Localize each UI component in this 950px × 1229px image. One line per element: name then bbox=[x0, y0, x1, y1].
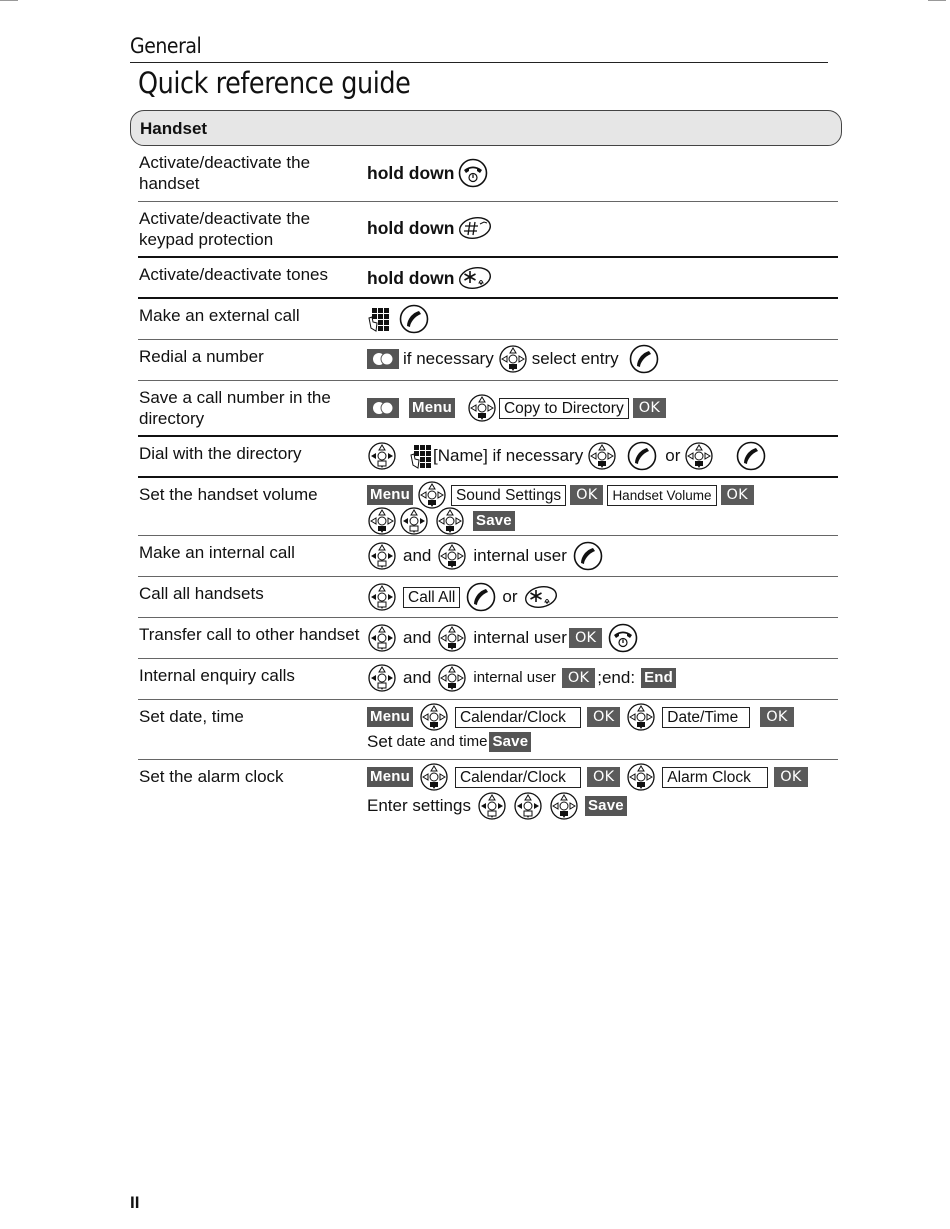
table-row bbox=[138, 700, 838, 760]
action-text: internal user bbox=[473, 628, 567, 647]
control-key-icon bbox=[587, 441, 617, 471]
control-key-icon bbox=[367, 582, 397, 612]
table-row bbox=[138, 536, 838, 577]
row-label: Make an external call bbox=[139, 306, 300, 325]
control-key-icon bbox=[367, 541, 397, 571]
control-key-icon bbox=[467, 393, 497, 423]
menu-softkey: Menu bbox=[367, 767, 413, 787]
table-row bbox=[138, 340, 838, 381]
action-text: Enter settings bbox=[367, 796, 471, 815]
action-text: Set bbox=[367, 732, 393, 751]
control-key-icon bbox=[419, 702, 449, 732]
table-row bbox=[138, 202, 838, 258]
hold-text: hold down bbox=[367, 163, 455, 183]
control-key-icon bbox=[549, 791, 579, 821]
end-softkey: End bbox=[641, 668, 676, 688]
action-text: ;end: bbox=[597, 668, 636, 687]
action-text: or bbox=[502, 587, 518, 606]
control-key-icon bbox=[367, 623, 397, 653]
row-label: Set the handset volume bbox=[139, 485, 318, 504]
ok-softkey: OK bbox=[760, 707, 793, 727]
row-label: Activate/deactivate tones bbox=[139, 265, 329, 284]
action-text: and bbox=[403, 628, 432, 647]
display-option: Call All bbox=[403, 587, 460, 608]
ok-softkey: OK bbox=[587, 767, 620, 787]
row-label: Set date, time bbox=[139, 707, 244, 726]
talk-key-icon bbox=[399, 304, 429, 334]
row-label: Activate/deactivate the keypad protection bbox=[139, 209, 311, 249]
display-option: Copy to Directory bbox=[499, 398, 629, 419]
section-divider bbox=[130, 62, 828, 63]
control-key-icon bbox=[367, 506, 397, 536]
hold-text: hold down bbox=[367, 268, 455, 288]
ok-softkey: OK bbox=[570, 485, 603, 505]
control-key-icon bbox=[477, 791, 507, 821]
ok-softkey: OK bbox=[569, 628, 602, 648]
control-key-icon bbox=[399, 506, 429, 536]
row-label: Redial a number bbox=[139, 347, 264, 366]
hold-text: hold down bbox=[367, 218, 455, 238]
control-key-icon bbox=[684, 441, 714, 471]
control-key-icon bbox=[498, 344, 528, 374]
row-label: Make an internal call bbox=[139, 543, 295, 562]
display-option: Calendar/Clock bbox=[455, 707, 581, 728]
control-key-icon bbox=[626, 762, 656, 792]
table-row bbox=[138, 299, 838, 340]
ok-softkey: OK bbox=[721, 485, 754, 505]
table-row bbox=[138, 577, 838, 618]
row-label: Transfer call to other handset bbox=[139, 625, 360, 644]
menu-softkey: Menu bbox=[367, 485, 413, 505]
table-row bbox=[138, 478, 838, 536]
display-option: Alarm Clock bbox=[662, 767, 768, 788]
table-row bbox=[138, 258, 838, 299]
talk-key-icon bbox=[736, 441, 766, 471]
table-row bbox=[138, 760, 838, 824]
table-row bbox=[138, 437, 838, 478]
save-softkey: Save bbox=[585, 796, 627, 816]
talk-key-icon bbox=[629, 344, 659, 374]
action-text: and bbox=[403, 668, 432, 687]
row-label: Dial with the directory bbox=[139, 444, 302, 463]
action-text: [Name] if necessary bbox=[433, 446, 584, 465]
control-key-icon bbox=[626, 702, 656, 732]
control-key-icon bbox=[367, 663, 397, 693]
control-key-icon bbox=[513, 791, 543, 821]
end-call-key-icon bbox=[458, 158, 488, 188]
control-key-icon bbox=[435, 506, 465, 536]
action-text: or bbox=[665, 446, 681, 465]
star-key-icon bbox=[524, 585, 558, 609]
control-key-icon bbox=[437, 663, 467, 693]
menu-softkey: Menu bbox=[367, 707, 413, 727]
page-title: Quick reference guide bbox=[138, 66, 411, 100]
ok-softkey: OK bbox=[587, 707, 620, 727]
row-label: Activate/deactivate the handset bbox=[139, 153, 311, 193]
action-text: if necessary bbox=[403, 349, 494, 368]
display-option: Calendar/Clock bbox=[455, 767, 581, 788]
display-option: Sound Settings bbox=[451, 485, 566, 506]
control-key-icon bbox=[437, 541, 467, 571]
action-text: select entry bbox=[531, 349, 619, 368]
end-call-key-icon bbox=[608, 623, 638, 653]
talk-key-icon bbox=[573, 541, 603, 571]
save-softkey: Save bbox=[489, 732, 531, 752]
hash-key-icon bbox=[458, 216, 492, 240]
table-row bbox=[138, 659, 838, 700]
save-softkey: Save bbox=[473, 511, 515, 531]
table-row bbox=[138, 146, 838, 202]
section-label: General bbox=[130, 34, 202, 58]
row-label: Call all handsets bbox=[139, 584, 264, 603]
action-text: internal user bbox=[473, 546, 567, 565]
action-text: and bbox=[403, 546, 432, 565]
table-header bbox=[130, 110, 842, 146]
row-label: Set the alarm clock bbox=[139, 767, 284, 786]
redial-key-icon bbox=[367, 349, 399, 369]
display-option: Handset Volume bbox=[607, 485, 716, 506]
star-key-icon bbox=[458, 266, 492, 290]
control-key-icon bbox=[419, 762, 449, 792]
keypad-icon bbox=[409, 443, 433, 469]
control-key-icon bbox=[367, 441, 397, 471]
talk-key-icon bbox=[627, 441, 657, 471]
page-number: II bbox=[130, 1193, 140, 1212]
table-row bbox=[138, 618, 838, 659]
table-heading: Handset bbox=[140, 119, 208, 138]
table-row bbox=[138, 381, 838, 437]
action-text: internal user bbox=[473, 669, 556, 686]
row-label: Save a call number in the directory bbox=[139, 388, 331, 428]
ok-softkey: OK bbox=[774, 767, 807, 787]
keypad-icon bbox=[367, 306, 391, 332]
display-option: Date/Time bbox=[662, 707, 750, 728]
action-text: date and time bbox=[396, 733, 488, 750]
ok-softkey: OK bbox=[633, 398, 666, 418]
ok-softkey: OK bbox=[562, 668, 595, 688]
control-key-icon bbox=[437, 623, 467, 653]
reference-table bbox=[138, 146, 838, 824]
redial-key-icon bbox=[367, 398, 399, 418]
row-label: Internal enquiry calls bbox=[139, 666, 295, 685]
talk-key-icon bbox=[466, 582, 496, 612]
menu-softkey: Menu bbox=[409, 398, 455, 418]
